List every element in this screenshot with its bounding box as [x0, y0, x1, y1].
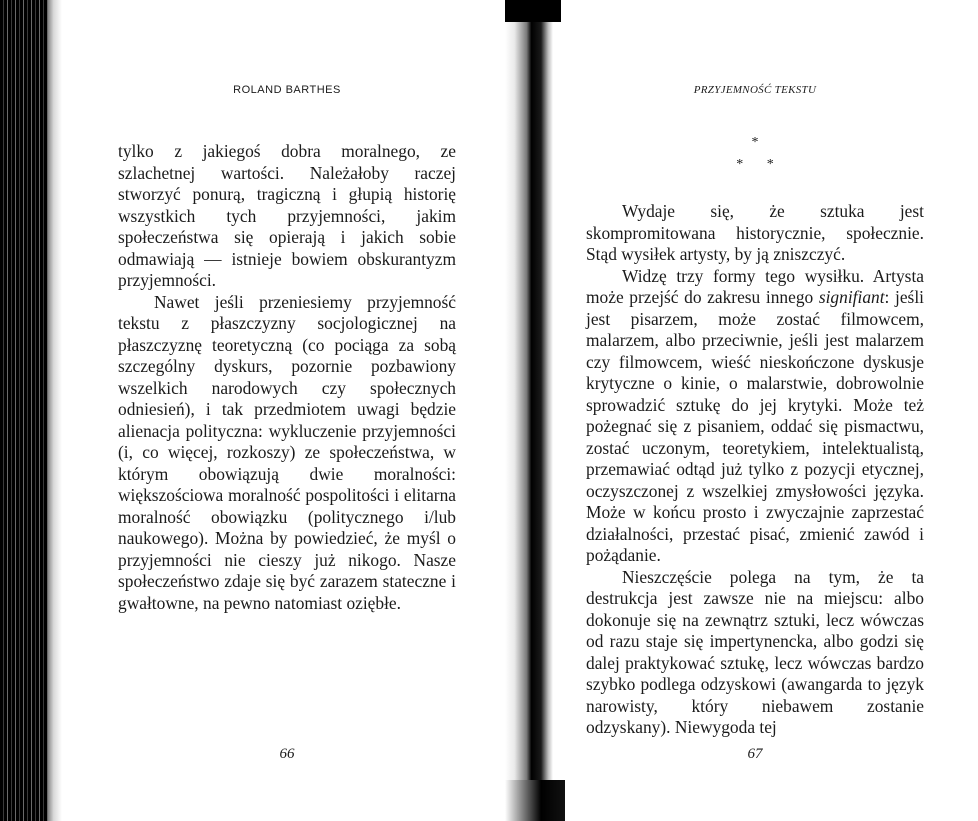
right-running-head: PRZYJEMNOŚĆ TEKSTU — [693, 84, 817, 96]
asterism-right: * — [766, 157, 774, 172]
book-gutter — [505, 0, 553, 821]
right-paragraph-3: Nieszczęście polega na tym, że ta destrukcja jest zawsze nie na miejscu: albo dokonuje się na zewnątrz sztuki, lecz wówczas od razu staje się impertynencka, albo godzi się dalej praktykować sztukę, lecz wówczas bardzo szybko podlega odzyskowi (awangarda to język narowisty, który niebawem zostanie odzyskany). Niewygoda tej — [586, 566, 924, 737]
left-running-head: ROLAND BARTHES — [233, 84, 341, 96]
asterism-section-break — [586, 132, 924, 176]
left-paragraph-2: Nawet jeśli przeniesiemy przyjemność tekstu z płaszczyzny socjologicznej na płaszczyznę teoretyczną (co pociąga za sobą szczególny dyskurs, pozornie pozbawiony wszelkich narodowych czy społecznych odniesień), i tak przedmiotem uwagi będzie alienacja polityczna: wykluczenie przyjemności (i, co więcej, rozkoszy) ze społeczeństwa, w którym obowiązują dwie moralności: większościowa moralność pospolitości i elitarna moralność obowiązku (politycznego i/lub naukowego). Można by powiedzieć, że myśl o przyjemności nie cieszy już nikogo. Nasze społeczeństwo zdaje się być zarazem stateczne i gwałtowne, na pewno natomiast oziębłe. — [118, 291, 456, 613]
gutter-top-shadow — [505, 0, 561, 22]
right-page-text — [586, 201, 924, 739]
left-edge-shadow — [48, 0, 62, 821]
left-page-number: 66 — [279, 746, 295, 762]
asterism-top: * — [751, 135, 759, 150]
right-page-number: 67 — [747, 746, 763, 762]
signifiant-term: signifiant — [818, 287, 885, 307]
gutter-bottom-shadow — [505, 780, 565, 821]
p2-text-after: : jeśli jest pisarzem, może zostać filmowcem, malarzem, albo przeciwnie, jeśli jest malarzem czy filmowcem, wieść nieskończone dyskusje krytyczne o kinie, o malarstwie, dobrowolnie sprowadzić sztukę do jej krytyki. Może też pożegnać się z pisaniem, oddać się pismactwu, zostać uczonym, teoretykiem, intelektualistą, przemawiać odtąd już tylko z pozycji etycznej, oczyszczonej z wszelkiej zmysłowości języka. Może w końcu prosto i zwyczajnie zaprzestać działalności, przestać pisać, zmienić zawód i pożądanie. — [586, 287, 924, 565]
p2-text-before: Widzę trzy formy tego wysiłku. Artysta może przejść do zakresu innego — [586, 265, 924, 307]
left-page-text — [118, 141, 456, 614]
right-paragraph-1: Wydaje się, że sztuka jest skompromitowana historycznie, społecznie. Stąd wysiłek artysty, by ją zniszczyć. — [586, 201, 924, 264]
right-page — [586, 0, 924, 821]
left-paragraph-1: tylko z jakiegoś dobra moralnego, ze szlachetnej wartości. Należałoby raczej stworzyć ponurą, tragiczną i głupią historię wszystkich tych przyjemności, jakim społeczeństwa się opierają i jakich sobie odmawiają — istnieje bowiem obskurantyzm przyjemności. — [118, 141, 456, 290]
right-paragraph-2 — [586, 266, 924, 567]
left-page — [118, 0, 456, 821]
asterism-bottom-row — [586, 154, 924, 176]
asterism-left: * — [736, 157, 744, 172]
left-book-edge — [0, 0, 48, 821]
